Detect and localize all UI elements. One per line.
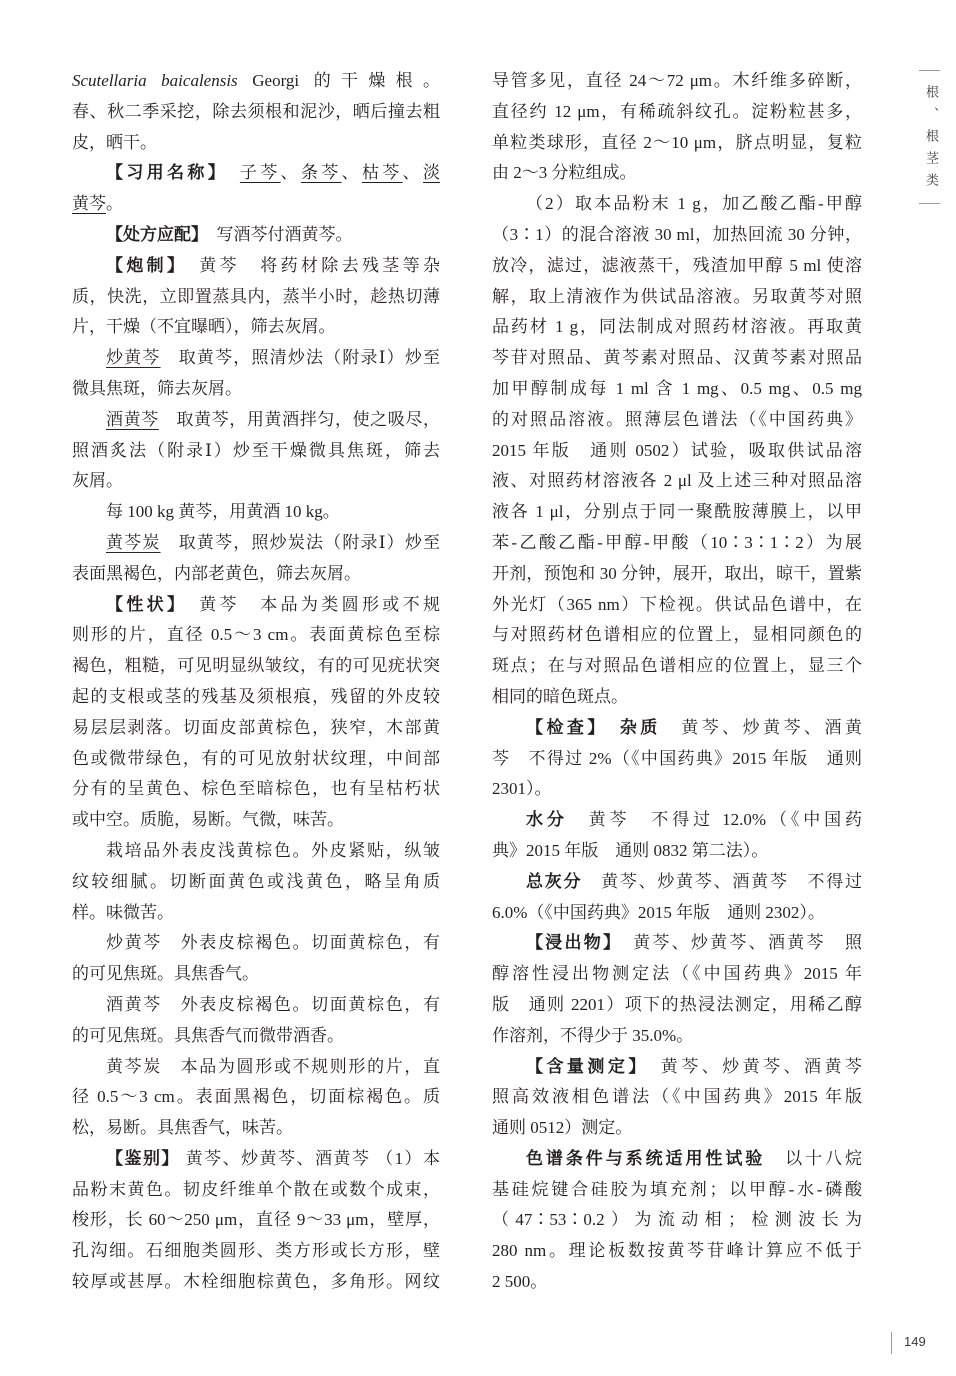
left-text-column — [72, 66, 440, 1298]
text-run: 液各 1 μl，分别点于同一聚酰胺薄膜上，以甲 — [492, 502, 862, 522]
text-line — [72, 836, 440, 867]
text-run: 取黄芩，用黄酒拌匀，使之吸尽， — [158, 409, 441, 429]
text-line — [72, 867, 440, 898]
text-line — [492, 990, 862, 1021]
paragraph — [72, 1052, 440, 1144]
herb-form-label: 黄芩、炒黄芩、酒黄芩 — [185, 1148, 371, 1168]
text-run — [568, 810, 589, 829]
herb-form-label: 黄芩 — [199, 594, 240, 614]
text-line — [72, 343, 440, 374]
text-run: （47∶53∶0.2）为流动相；检测波长为 — [492, 1210, 862, 1230]
text-run: 品药材 1 g，同法制成对照药材溶液。再取黄 — [492, 317, 862, 337]
text-line — [492, 682, 862, 713]
text-line — [492, 713, 862, 744]
text-run: （3∶1）的混合溶液 30 ml，加热回流 30 分钟， — [492, 224, 862, 244]
text-line — [72, 1144, 440, 1175]
text-run: 不得过 12.0%（《中国药 — [630, 810, 862, 830]
text-line — [492, 1175, 862, 1206]
text-line — [492, 1021, 862, 1052]
text-run: 直径约 12 μm，有稀疏斜纹孔。淀粉粒甚多， — [492, 101, 862, 121]
section-heading: 【处方应配】 — [106, 224, 200, 244]
text-run: 不得过 2%（《中国药典》2015 年版 通则 — [510, 748, 862, 768]
text-run: 液、对照药材溶液各 2 μl 及上述三种对照品溶 — [492, 471, 862, 491]
text-line — [72, 651, 440, 682]
text-line — [72, 466, 440, 497]
text-line — [72, 220, 440, 251]
text-line — [492, 343, 862, 374]
text-run: 微具焦斑，筛去灰屑。 — [72, 378, 242, 398]
paragraph — [72, 251, 440, 343]
side-tab-top-rule — [919, 70, 940, 71]
text-run: 2301）。 — [492, 779, 552, 799]
text-run — [661, 718, 681, 737]
paragraph — [72, 220, 440, 251]
text-line — [492, 128, 862, 159]
text-run: 外表皮棕褐色。切面黄棕色，有 — [161, 994, 441, 1014]
herb-form-label: 黄芩、炒黄芩、酒黄 — [681, 717, 862, 737]
page-number: 149 — [904, 1334, 926, 1349]
herb-form-label: 炒黄芩 — [106, 933, 162, 953]
text-line — [492, 436, 862, 467]
text-run: 。 — [106, 194, 123, 214]
paragraph — [72, 590, 440, 836]
text-run: 每 100 kg 黄芩，用黄酒 10 kg。 — [106, 502, 340, 522]
text-run: 版 通则 2201）项下的热浸法测定，用稀乙醇 — [492, 994, 862, 1014]
text-line — [72, 1021, 440, 1052]
paragraph — [72, 1144, 440, 1298]
text-run: 、 — [341, 163, 362, 183]
section-heading: 【性状】 — [106, 594, 179, 614]
text-line — [72, 590, 440, 621]
paragraph — [72, 343, 440, 405]
text-run: 将药材除去残茎等杂 — [239, 255, 440, 275]
text-line — [492, 1082, 862, 1113]
text-line — [492, 497, 862, 528]
text-run: 的可见焦斑。具焦香气而微带酒香。 — [72, 1025, 344, 1045]
paragraph — [72, 66, 440, 158]
text-run: 芩苷对照品、黄芩素对照品、汉黄芩素对照品 — [492, 348, 862, 368]
text-run: 或中空。质脆，易断。气微，味苦。 — [72, 810, 344, 830]
text-line — [72, 1082, 440, 1113]
text-run: 照高效液相色谱法（《中国药典》2015 年版 — [492, 1087, 862, 1107]
text-run: 分有的呈黄色、棕色至暗棕色，也有呈枯朽状 — [72, 779, 440, 799]
text-line — [492, 466, 862, 497]
paragraph — [72, 158, 440, 220]
paragraph — [492, 66, 862, 189]
paragraph — [72, 928, 440, 990]
text-run — [582, 872, 601, 891]
text-run: 2 500。 — [492, 1272, 548, 1292]
text-line — [492, 282, 862, 313]
paragraph — [72, 497, 440, 528]
text-run: （2）取本品粉末 1 g，加乙酸乙酯-甲醇 — [526, 194, 862, 214]
text-line — [492, 374, 862, 405]
text-line — [492, 1052, 862, 1083]
bold-subheading: 水分 — [526, 810, 568, 830]
text-run: 易层层剥落。切面皮部黄棕色，狭窄，木部黄 — [72, 717, 440, 737]
paragraph — [72, 990, 440, 1052]
text-line — [492, 405, 862, 436]
herb-form-label: 黄芩 — [199, 255, 240, 275]
paragraph — [72, 528, 440, 590]
text-line — [492, 1144, 862, 1175]
text-run: 斑点；在与对照品色谱相应的位置上，显三个 — [492, 656, 862, 676]
bold-subheading: 色谱条件与系统适用性试验 — [526, 1148, 766, 1168]
text-line — [72, 744, 440, 775]
text-run: 皮，晒干。 — [72, 132, 157, 152]
text-run: 品粉末黄色。韧皮纤维单个散在或数个成束， — [72, 1179, 440, 1199]
text-line — [492, 528, 862, 559]
text-run: 单粒类球形，直径 2～10 μm，脐点明显，复粒 — [492, 132, 862, 152]
processed-form-heading: 炒黄芩 — [106, 348, 161, 368]
paragraph — [492, 1144, 862, 1298]
herb-form-label: 黄芩炭 — [106, 1056, 162, 1076]
alias-term: 黄芩 — [72, 194, 106, 214]
text-line — [492, 590, 862, 621]
text-run: 醇溶性浸出物测定法（《中国药典》2015 年 — [492, 964, 862, 984]
text-line — [492, 1236, 862, 1267]
section-heading: 【鉴别】 — [106, 1148, 180, 1168]
herb-form-label: 黄芩 — [588, 810, 631, 830]
side-tab-bottom-rule — [919, 203, 940, 204]
text-line — [72, 66, 440, 97]
text-line — [492, 867, 862, 898]
section-heading: 【炮制】 — [106, 255, 179, 275]
text-line — [492, 97, 862, 128]
text-run: 外表皮棕褐色。切面黄棕色，有 — [161, 933, 441, 953]
text-line — [492, 651, 862, 682]
paragraph — [492, 189, 862, 713]
text-line — [492, 774, 862, 805]
text-run: Georgi 的干燥根。 — [237, 71, 440, 90]
text-run: 褐色，粗糙，可见明显纵皱纹，有的可见疣状突 — [72, 656, 440, 676]
text-run: 松，易断。具焦香气，味苦。 — [72, 1118, 293, 1138]
text-run: 样。味微苦。 — [72, 902, 174, 922]
text-run: 表面黑褐色，内部老黄色，筛去灰屑。 — [72, 563, 361, 583]
text-run: 、 — [280, 163, 301, 183]
text-line — [72, 682, 440, 713]
text-run: 加甲醇制成每 1 ml 含 1 mg、0.5 mg、0.5 mg — [492, 378, 862, 398]
text-line — [72, 251, 440, 282]
text-line — [72, 620, 440, 651]
text-line — [72, 436, 440, 467]
text-line — [72, 128, 440, 159]
right-text-column — [492, 66, 862, 1298]
text-run: 照酒炙法（附录Ⅰ）炒至干燥微具焦斑，筛去 — [72, 440, 440, 460]
text-line — [492, 1267, 862, 1298]
paragraph — [72, 405, 440, 497]
section-heading: 【浸出物】 — [526, 933, 614, 953]
text-run: 、 — [402, 163, 423, 183]
text-line — [72, 374, 440, 405]
text-line — [72, 405, 440, 436]
text-line — [492, 805, 862, 836]
text-line — [492, 744, 862, 775]
text-line — [72, 928, 440, 959]
text-line — [492, 158, 862, 189]
text-run: 的对照品溶液。照薄层色谱法（《中国药典》 — [492, 409, 862, 429]
text-line — [72, 805, 440, 836]
text-line — [492, 312, 862, 343]
text-run: 由 2～3 分粒组成。 — [492, 163, 637, 183]
text-run: 则形的片，直径 0.5～3 cm。表面黄棕色至棕 — [72, 625, 440, 645]
text-run: 灰屑。 — [72, 471, 123, 491]
text-line — [72, 497, 440, 528]
text-run: 280 nm。理论板数按黄芩苷峰计算应不低于 — [492, 1241, 862, 1261]
text-run: 春、秋二季采挖，除去须根和泥沙，晒后撞去粗 — [72, 101, 440, 121]
text-line — [72, 1175, 440, 1206]
text-line — [72, 990, 440, 1021]
herb-form-label: 芩 — [492, 748, 511, 768]
text-run — [220, 163, 240, 182]
text-run — [614, 933, 633, 952]
text-run: 色或微带绿色，有的可见放射状纹理，中间部 — [72, 748, 440, 768]
text-line — [72, 1205, 440, 1236]
text-run: 不得过 — [788, 871, 863, 891]
text-line — [492, 1113, 862, 1144]
text-line — [492, 836, 862, 867]
alias-term: 子芩 — [239, 163, 281, 183]
text-run: 的可见焦斑。具焦香气。 — [72, 964, 259, 984]
text-run: 以十八烷 — [765, 1148, 862, 1168]
text-line — [72, 1236, 440, 1267]
section-heading: 【检查】 — [526, 717, 600, 737]
text-run: 基硅烷键合硅胶为填充剂；以甲醇-水-磷酸 — [492, 1179, 862, 1199]
herb-form-label: 黄芩、炒黄芩、酒黄芩 — [660, 1056, 862, 1076]
text-line — [72, 959, 440, 990]
text-line — [72, 158, 440, 189]
text-line — [72, 559, 440, 590]
text-line — [492, 620, 862, 651]
text-line — [492, 189, 862, 220]
herb-form-label: 黄芩、炒黄芩、酒黄芩 — [633, 933, 826, 953]
text-line — [492, 959, 862, 990]
paragraph — [492, 713, 862, 805]
text-run — [179, 595, 199, 614]
text-line — [492, 220, 862, 251]
paragraph — [72, 836, 440, 928]
text-run: 起的支根或茎的残基及须根痕，残留的外皮较 — [72, 686, 440, 706]
herb-form-label: 黄芩、炒黄芩、酒黄芩 — [601, 871, 789, 891]
text-line — [492, 559, 862, 590]
text-run: 取黄芩，照清炒法（附录Ⅰ）炒至 — [160, 348, 440, 368]
paragraph — [492, 1052, 862, 1144]
alias-term: 淡 — [423, 163, 440, 183]
text-run: 放冷，滤过，滤液蒸干，残渣加甲醇 5 ml 使溶 — [492, 255, 862, 275]
text-run: 写酒芩付酒黄芩。 — [199, 224, 353, 244]
section-heading: 【习用名称】 — [106, 163, 220, 183]
text-line — [72, 282, 440, 313]
bold-subheading: 总灰分 — [526, 871, 583, 891]
text-run — [179, 256, 199, 275]
latin-binomial: Scutellaria baicalensis — [72, 71, 238, 90]
text-run: 孔沟细。石细胞类圆形、类方形或长方形，壁 — [72, 1241, 440, 1261]
paragraph — [492, 928, 862, 1051]
text-line — [492, 66, 862, 97]
text-line — [72, 774, 440, 805]
text-run: 径 0.5～3 cm。表面黑褐色，切面棕褐色。质 — [72, 1087, 440, 1107]
text-run: 作溶剂，不得少于 35.0%。 — [492, 1025, 694, 1045]
text-run — [640, 1057, 660, 1076]
text-run: 苯-乙酸乙酯-甲醇-甲酸（10∶3∶1∶2）为展 — [492, 532, 862, 552]
text-run: 较厚或甚厚。木栓细胞棕黄色，多角形。网纹 — [72, 1272, 440, 1292]
text-line — [72, 97, 440, 128]
text-run: 导管多见，直径 24～72 μm。木纤维多碎断， — [492, 71, 862, 90]
text-run: （1）本 — [370, 1148, 441, 1168]
text-run: 本品为类圆形或不规 — [239, 594, 440, 614]
text-line — [72, 312, 440, 343]
text-run: 栽培品外表皮浅黄棕色。外皮紧贴，纵皱 — [106, 840, 440, 860]
herb-form-label: 酒黄芩 — [106, 994, 162, 1014]
text-line — [492, 928, 862, 959]
processed-form-heading: 酒黄芩 — [106, 409, 159, 429]
section-heading: 【含量测定】 — [526, 1056, 641, 1076]
paragraph — [492, 867, 862, 929]
text-run: 6.0%（《中国药典》2015 年版 通则 2302）。 — [492, 902, 825, 922]
text-run: 解，取上清液作为供试品溶液。另取黄芩对照 — [492, 286, 862, 306]
text-run: 外光灯（365 nm）下检视。供试品色谱中，在 — [492, 594, 862, 614]
text-run: 取黄芩，照炒炭法（附录Ⅰ）炒至 — [160, 532, 440, 552]
side-tab-category-label: 根、根茎类 — [924, 85, 939, 195]
text-run: 典》2015 年版 通则 0832 第二法）。 — [492, 840, 769, 860]
text-run: 片，干燥（不宜曝晒），筛去灰屑。 — [72, 317, 336, 337]
text-run — [599, 718, 619, 737]
alias-term: 条芩 — [300, 163, 342, 183]
text-run: 开剂，预饱和 30 分钟，展开，取出，晾干，置紫 — [492, 563, 862, 583]
page-number-divider — [891, 1332, 892, 1354]
text-run: 通则 0512）测定。 — [492, 1118, 633, 1138]
text-line — [492, 251, 862, 282]
processed-form-heading: 黄芩炭 — [106, 532, 161, 552]
text-run: 与对照药材色谱相应的位置上，显相同颜色的 — [492, 625, 862, 645]
alias-term: 枯芩 — [361, 163, 403, 183]
text-line — [72, 528, 440, 559]
text-run: 照 — [825, 933, 863, 953]
text-line — [72, 1113, 440, 1144]
text-run: 梭形，长 60～250 μm，直径 9～33 μm，壁厚， — [72, 1210, 440, 1230]
text-run: 2015 年版 通则 0502）试验，吸取供试品溶 — [492, 440, 862, 460]
text-run: 本品为圆形或不规则形的片，直 — [161, 1056, 441, 1076]
text-line — [492, 1205, 862, 1236]
text-run: 纹较细腻。切断面黄色或浅黄色，略呈角质 — [72, 871, 440, 891]
paragraph — [492, 805, 862, 867]
text-line — [72, 898, 440, 929]
text-line — [492, 898, 862, 929]
text-line — [72, 713, 440, 744]
text-line — [72, 1052, 440, 1083]
bold-subheading: 杂质 — [619, 717, 661, 737]
text-run: 相同的暗色斑点。 — [492, 686, 628, 706]
text-line — [72, 189, 440, 220]
text-run: 质，快洗，立即置蒸具内，蒸半小时，趁热切薄 — [72, 286, 440, 306]
text-line — [72, 1267, 440, 1298]
